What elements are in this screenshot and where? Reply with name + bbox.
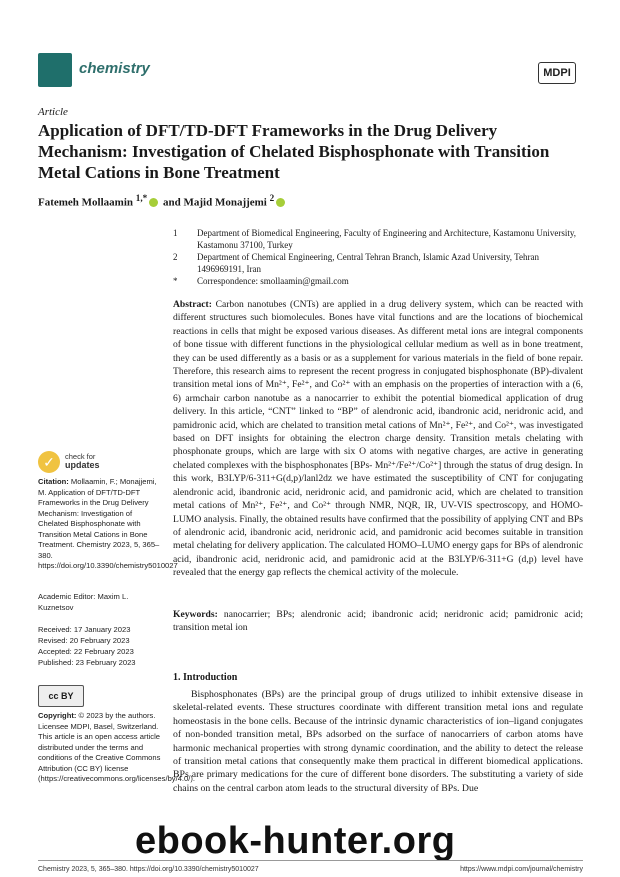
paper-title: Application of DFT/TD-DFT Frameworks in the Drug Delivery Mechanism: Investigation of Chelated Bisphosphonate with Transition Metal Cations in Bone Treatment [38, 121, 550, 182]
author-2[interactable]: Majid Monajjemi [183, 196, 267, 209]
correspondence: * Correspondence: smollaamin@gmail.com [173, 276, 349, 286]
keywords-text: nanocarrier; BPs; alendronic acid; ibandronic acid; neridronic acid; pamidronic acid; transition metal ion [173, 609, 583, 634]
cc-license-badge[interactable]: cc BY [38, 685, 84, 707]
accepted-date: Accepted: 22 February 2023 [38, 647, 134, 656]
footer-divider [38, 860, 583, 861]
copyright: Copyright: © 2023 by the authors. Licensee MDPI, Basel, Switzerland. This article is an open access article distributed under the terms and conditions of the Creative Commons Attribution (CC BY) license (https://creativecommons.org/licenses/by/4.0/). [38, 711, 195, 783]
footer-journal-link[interactable]: https://www.mdpi.com/journal/chemistry [460, 866, 583, 873]
revised-date: Revised: 20 February 2023 [38, 636, 130, 645]
introduction-text: Bisphosphonates (BPs) are the principal group of drugs utilized to inhibit extensive disease in skeletal-related events. These structures coordinate with different transition metal ions and regulate homeostasis in the bone cells. Because of the intrinsic dynamic characteristics of ion–ligand conjugates of non-bonded transition metal, BPs adsorbed on the surface of nanocarriers of carbon atoms have harmonic mechanical properties with strong dynamic coordination, and the ability to detect the release of transition metal cations that consequently make them practical in different biomedical applications. BPs are primary medications for the cure of different bone disorders. The substituting a variety of side chains on the central carbon atom leads to the structural diversity of BPs. Due [173, 689, 583, 794]
footer-citation[interactable]: Chemistry 2023, 5, 365–380. https://doi.org/10.3390/chemistry5010027 [38, 866, 259, 873]
academic-editor: Academic Editor: Maxim L. Kuznetsov [38, 592, 129, 612]
article-type: Article [38, 106, 68, 118]
publisher-logo: MDPI [538, 62, 576, 84]
journal-logo [38, 53, 72, 87]
check-icon: ✓ [38, 451, 60, 473]
citation: Citation: Mollaamin, F.; Monajjemi, M. Application of DFT/TD-DFT Frameworks in the Drug Delivery Mechanism: Investigation of Chelated Bisphosphonate with Transition Metal Cations in Bone Treatment. Chemistry 2023, 5, 365–380. https://doi.org/10.3390/chemistry5010027 [38, 477, 178, 570]
author-line [38, 193, 287, 209]
section-heading-introduction: 1. Introduction [173, 672, 238, 683]
received-date: Received: 17 January 2023 [38, 625, 131, 634]
journal-name: chemistry [79, 60, 150, 77]
abstract [173, 298, 583, 580]
abstract-label: Abstract: [173, 299, 212, 310]
author-joiner: and [162, 196, 181, 209]
affiliation-2: 2 Department of Chemical Engineering, Central Tehran Branch, Islamic Azad University, Tehran 1496969191, Iran [173, 252, 539, 274]
keywords-label: Keywords: [173, 609, 218, 620]
orcid-icon[interactable] [276, 198, 285, 207]
author-1-affil: 1,* [135, 193, 148, 203]
orcid-icon[interactable] [149, 198, 158, 207]
affiliation-1: 1 Department of Biomedical Engineering, Faculty of Engineering and Architecture, Kastamonu University, Kastamonu 37100, Turkey [173, 228, 577, 250]
watermark: ebook-hunter.org [135, 820, 456, 862]
author-2-affil: 2 [269, 193, 275, 203]
abstract-text: Carbon nanotubes (CNTs) are applied in a drug delivery system, which can be reacted with different structures such biomolecules. Bones have vital functions and are the locations of biochemical reactions in cells that might be exposed various diseases. As different metal ions are integral components of bone tissue with different functions in the physiological cellular medium as well as in bone treatment, they can be used differently as a basis or as a supplement for various materials in the field of bone repair. Therefore, this research aims to represent the recent progress in conjugated bisphosphonate (BP)-divalent transition metal ions of Mn²⁺, Fe²⁺, and Co²⁺ with an emphasis on the properties of interaction with a (6, 6) armchair carbon nanotube as a nanocarrier to exhibit the potential biomedical application of drug delivery. In this article, “CNT” linked to “BP” of alendronic acid, ibandronic acid, neridronic acid, and pamidronic acid, which are chelated to transition metal cations of Mn²⁺, Fe²⁺, and Co²⁺, was investigated based on DFT insights for obtaining the electron charge density. Transition metals chelating with phosphonate groups, which are large with six O atoms with negative charges, are active in generating chelated complexes with the bisphosphonates [BPs- Mn²⁺/Fe²⁺/Co²⁺] through the status of drug design. In this work, B3LYP/6-311+G(d,p)/lanl2dz we have estimated the susceptibility of CNT for conjugating alendronic acid, ibandronic acid, neridronic acid, and pamidronic acid, which are chelated to transition metal cations of Mn²⁺, Fe²⁺, and Co²⁺ through NMR, NQR, IR, UV-VIS spectroscopy, and HOMO-LUMO analysis. Finally, the obtained results have confirmed that the possibility of applying CNT and BPs of alendronic acid, ibandronic acid, neridronic acid, and pamidronic acid becomes suitable in transition metal chelating for delivery application. The calculated HOMO–LUMO energy gaps for BPs of alendronic acid, ibandronic acid, neridronic acid, and pamidronic acid at the B3LYP/6-311+G (d,p) level have revealed that the energy gap reflects the chemical activity of the molecule. [173, 299, 583, 579]
published-date: Published: 23 February 2023 [38, 658, 136, 667]
keywords [173, 608, 583, 635]
author-1[interactable]: Fatemeh Mollaamin [38, 196, 134, 209]
